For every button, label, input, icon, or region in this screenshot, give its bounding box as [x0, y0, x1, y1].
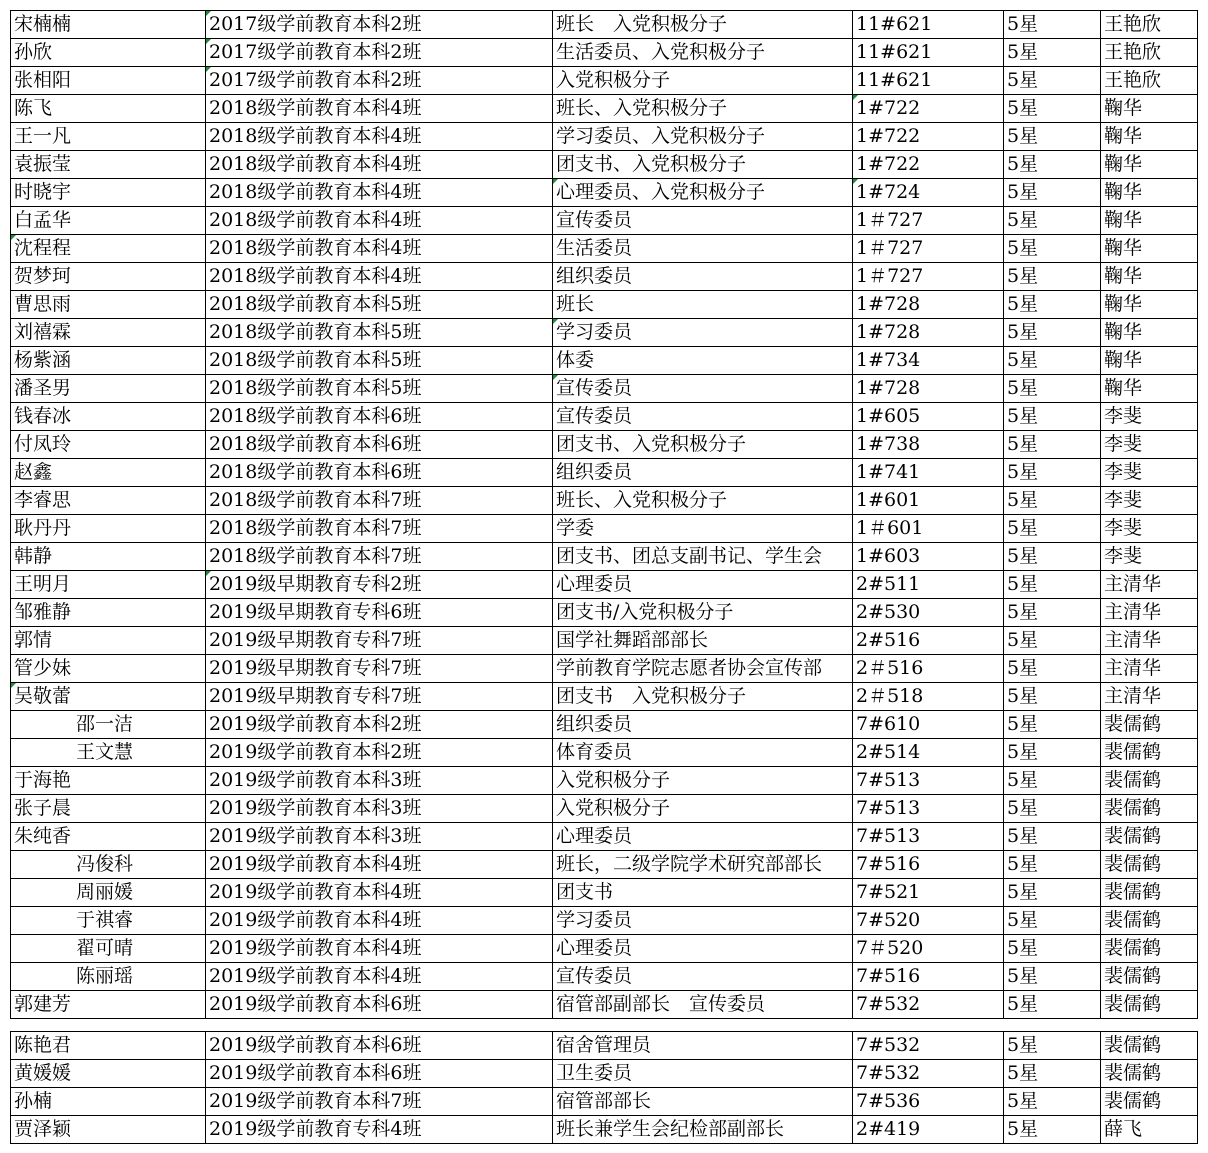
room-cell[interactable]: 7#610	[853, 711, 1004, 739]
room-cell[interactable]: 7#536	[853, 1088, 1004, 1116]
role-cell[interactable]: 组织委员	[553, 263, 853, 291]
room-cell[interactable]: 1＃727	[853, 207, 1004, 235]
role-cell[interactable]: 宿管部副部长 宣传委员	[553, 991, 853, 1019]
teacher-cell[interactable]: 主清华	[1101, 599, 1198, 627]
rating-cell[interactable]: 5星	[1004, 683, 1101, 711]
class-cell[interactable]: 2019级学前教育本科4班	[206, 935, 553, 963]
role-cell[interactable]: 学前教育学院志愿者协会宣传部	[553, 655, 853, 683]
class-cell[interactable]: 2019级学前教育本科3班	[206, 767, 553, 795]
table-row	[11, 739, 1198, 767]
spreadsheet-table	[10, 10, 1198, 1144]
spacer-row	[11, 1019, 1198, 1032]
rating-cell[interactable]: 5星	[1004, 375, 1101, 403]
role-cell[interactable]: 学委	[553, 515, 853, 543]
teacher-cell[interactable]: 主清华	[1101, 627, 1198, 655]
name-cell[interactable]: 吴敬蕾	[11, 683, 206, 711]
room-cell[interactable]: 1#722	[853, 95, 1004, 123]
role-cell[interactable]: 心理委员	[553, 823, 853, 851]
rating-cell[interactable]: 5星	[1004, 991, 1101, 1019]
role-cell[interactable]: 班长 入党积极分子	[553, 11, 853, 39]
rating-cell[interactable]: 5星	[1004, 739, 1101, 767]
class-cell[interactable]: 2019级学前教育本科2班	[206, 739, 553, 767]
room-cell[interactable]: 11#621	[853, 11, 1004, 39]
role-cell[interactable]: 宣传委员	[553, 963, 853, 991]
room-cell[interactable]: 2＃516	[853, 655, 1004, 683]
teacher-cell[interactable]: 薛飞	[1101, 1116, 1198, 1144]
class-cell[interactable]: 2018级学前教育本科4班	[206, 179, 553, 207]
rating-cell[interactable]: 5星	[1004, 487, 1101, 515]
name-cell[interactable]: 孙楠	[11, 1088, 206, 1116]
room-cell[interactable]: 7#513	[853, 823, 1004, 851]
room-cell[interactable]: 11#621	[853, 67, 1004, 95]
name-cell[interactable]: 朱纯香	[11, 823, 206, 851]
table-row	[11, 515, 1198, 543]
teacher-cell[interactable]: 鞠华	[1101, 123, 1198, 151]
class-cell[interactable]: 2018级学前教育本科5班	[206, 347, 553, 375]
role-cell[interactable]: 心理委员	[553, 571, 853, 599]
teacher-cell[interactable]: 裴儒鹤	[1101, 935, 1198, 963]
teacher-cell[interactable]: 裴儒鹤	[1101, 963, 1198, 991]
name-cell[interactable]: 沈程程	[11, 235, 206, 263]
class-cell[interactable]: 2019级学前教育本科2班	[206, 711, 553, 739]
class-cell[interactable]: 2019级学前教育本科3班	[206, 795, 553, 823]
role-cell[interactable]: 宣传委员	[553, 207, 853, 235]
room-cell[interactable]: 7#516	[853, 851, 1004, 879]
teacher-cell[interactable]: 裴儒鹤	[1101, 1032, 1198, 1060]
role-cell[interactable]: 国学社舞蹈部部长	[553, 627, 853, 655]
teacher-cell[interactable]: 裴儒鹤	[1101, 907, 1198, 935]
class-cell[interactable]: 2018级学前教育本科4班	[206, 151, 553, 179]
room-cell[interactable]: 1#734	[853, 347, 1004, 375]
name-cell[interactable]: 刘禧霖	[11, 319, 206, 347]
teacher-cell[interactable]: 裴儒鹤	[1101, 1088, 1198, 1116]
class-cell[interactable]: 2019级早期教育专科2班	[206, 571, 553, 599]
table-row	[11, 263, 1198, 291]
table-row	[11, 1032, 1198, 1060]
table-row	[11, 179, 1198, 207]
room-cell[interactable]: 7#532	[853, 1060, 1004, 1088]
room-cell[interactable]: 1#601	[853, 487, 1004, 515]
teacher-cell[interactable]: 李斐	[1101, 515, 1198, 543]
role-cell[interactable]: 组织委员	[553, 711, 853, 739]
class-cell[interactable]: 2019级早期教育专科7班	[206, 683, 553, 711]
teacher-cell[interactable]: 王艳欣	[1101, 11, 1198, 39]
table-row	[11, 991, 1198, 1019]
name-cell[interactable]: 潘圣男	[11, 375, 206, 403]
role-cell[interactable]: 班长，二级学院学术研究部部长	[553, 851, 853, 879]
class-cell[interactable]: 2019级学前教育本科6班	[206, 991, 553, 1019]
spacer-cell	[1101, 1019, 1198, 1032]
rating-cell[interactable]: 5星	[1004, 795, 1101, 823]
room-cell[interactable]: 1#603	[853, 543, 1004, 571]
rating-cell[interactable]: 5星	[1004, 459, 1101, 487]
spacer-cell	[11, 1019, 206, 1032]
room-cell[interactable]: 1#728	[853, 319, 1004, 347]
table-body	[11, 11, 1198, 1144]
teacher-cell[interactable]: 裴儒鹤	[1101, 711, 1198, 739]
role-cell[interactable]: 宿管部部长	[553, 1088, 853, 1116]
teacher-cell[interactable]: 李斐	[1101, 487, 1198, 515]
name-cell[interactable]: 付凤玲	[11, 431, 206, 459]
class-cell[interactable]: 2018级学前教育本科7班	[206, 515, 553, 543]
rating-cell[interactable]: 5星	[1004, 95, 1101, 123]
name-cell[interactable]: 钱春冰	[11, 403, 206, 431]
name-cell[interactable]: 白孟华	[11, 207, 206, 235]
room-cell[interactable]: 7#520	[853, 907, 1004, 935]
rating-cell[interactable]: 5星	[1004, 235, 1101, 263]
teacher-cell[interactable]: 鞠华	[1101, 319, 1198, 347]
role-cell[interactable]: 班长、入党积极分子	[553, 95, 853, 123]
table-row	[11, 571, 1198, 599]
teacher-cell[interactable]: 裴儒鹤	[1101, 1060, 1198, 1088]
teacher-cell[interactable]: 鞠华	[1101, 95, 1198, 123]
room-cell[interactable]: 2#530	[853, 599, 1004, 627]
class-cell[interactable]: 2019级早期教育专科7班	[206, 627, 553, 655]
table-row	[11, 151, 1198, 179]
rating-cell[interactable]: 5星	[1004, 123, 1101, 151]
room-cell[interactable]: 2＃518	[853, 683, 1004, 711]
teacher-cell[interactable]: 裴儒鹤	[1101, 879, 1198, 907]
teacher-cell[interactable]: 鞠华	[1101, 207, 1198, 235]
table-row	[11, 655, 1198, 683]
rating-cell[interactable]: 5星	[1004, 907, 1101, 935]
room-cell[interactable]: 1＃727	[853, 263, 1004, 291]
rating-cell[interactable]: 5星	[1004, 823, 1101, 851]
name-cell[interactable]: 张子晨	[11, 795, 206, 823]
name-cell[interactable]: 于祺睿	[11, 907, 206, 935]
room-cell[interactable]: 1#722	[853, 151, 1004, 179]
role-cell[interactable]: 团支书、入党积极分子	[553, 431, 853, 459]
class-cell[interactable]: 2019级早期教育专科6班	[206, 599, 553, 627]
room-cell[interactable]: 1＃601	[853, 515, 1004, 543]
role-cell[interactable]: 生活委员、入党积极分子	[553, 39, 853, 67]
table-row	[11, 431, 1198, 459]
class-cell[interactable]: 2018级学前教育本科7班	[206, 487, 553, 515]
room-cell[interactable]: 7＃520	[853, 935, 1004, 963]
name-cell[interactable]: 陈艳君	[11, 1032, 206, 1060]
rating-cell[interactable]: 5星	[1004, 151, 1101, 179]
rating-cell[interactable]: 5星	[1004, 1060, 1101, 1088]
class-cell[interactable]: 2018级学前教育本科6班	[206, 403, 553, 431]
name-cell[interactable]: 时晓宇	[11, 179, 206, 207]
role-cell[interactable]: 学习委员、入党积极分子	[553, 123, 853, 151]
name-cell[interactable]: 陈丽瑶	[11, 963, 206, 991]
rating-cell[interactable]: 5星	[1004, 879, 1101, 907]
rating-cell[interactable]: 5星	[1004, 1088, 1101, 1116]
role-cell[interactable]: 心理委员、入党积极分子	[553, 179, 853, 207]
table-row	[11, 543, 1198, 571]
role-cell[interactable]: 班长、入党积极分子	[553, 487, 853, 515]
rating-cell[interactable]: 5星	[1004, 851, 1101, 879]
table-row	[11, 11, 1198, 39]
name-cell[interactable]: 李睿思	[11, 487, 206, 515]
name-cell[interactable]: 宋楠楠	[11, 11, 206, 39]
teacher-cell[interactable]: 裴儒鹤	[1101, 739, 1198, 767]
name-cell[interactable]: 袁振莹	[11, 151, 206, 179]
role-cell[interactable]: 班长	[553, 291, 853, 319]
name-cell[interactable]: 郭建芳	[11, 991, 206, 1019]
rating-cell[interactable]: 5星	[1004, 291, 1101, 319]
name-cell[interactable]: 邹雅静	[11, 599, 206, 627]
room-cell[interactable]: 7#513	[853, 767, 1004, 795]
rating-cell[interactable]: 5星	[1004, 1032, 1101, 1060]
name-cell[interactable]: 王一凡	[11, 123, 206, 151]
role-cell[interactable]: 体委	[553, 347, 853, 375]
table-row	[11, 683, 1198, 711]
rating-cell[interactable]: 5星	[1004, 67, 1101, 95]
rating-cell[interactable]: 5星	[1004, 571, 1101, 599]
role-cell[interactable]: 团支书、团总支副书记、学生会	[553, 543, 853, 571]
rating-cell[interactable]: 5星	[1004, 179, 1101, 207]
class-cell[interactable]: 2019级学前教育本科7班	[206, 1088, 553, 1116]
role-cell[interactable]: 团支书 入党积极分子	[553, 683, 853, 711]
teacher-cell[interactable]: 裴儒鹤	[1101, 823, 1198, 851]
rating-cell[interactable]: 5星	[1004, 39, 1101, 67]
rating-cell[interactable]: 5星	[1004, 515, 1101, 543]
role-cell[interactable]: 学习委员	[553, 319, 853, 347]
role-cell[interactable]: 体育委员	[553, 739, 853, 767]
name-cell[interactable]: 赵鑫	[11, 459, 206, 487]
room-cell[interactable]: 1#741	[853, 459, 1004, 487]
room-cell[interactable]: 2#419	[853, 1116, 1004, 1144]
spacer-cell	[853, 1019, 1004, 1032]
table-row	[11, 627, 1198, 655]
class-cell[interactable]: 2017级学前教育本科2班	[206, 67, 553, 95]
class-cell[interactable]: 2019级学前教育本科3班	[206, 823, 553, 851]
room-cell[interactable]: 2#516	[853, 627, 1004, 655]
rating-cell[interactable]: 5星	[1004, 599, 1101, 627]
role-cell[interactable]: 团支书/入党积极分子	[553, 599, 853, 627]
class-cell[interactable]: 2017级学前教育本科2班	[206, 11, 553, 39]
role-cell[interactable]: 卫生委员	[553, 1060, 853, 1088]
teacher-cell[interactable]: 鞠华	[1101, 347, 1198, 375]
table-row	[11, 291, 1198, 319]
table-row	[11, 795, 1198, 823]
class-cell[interactable]: 2019级学前教育本科6班	[206, 1032, 553, 1060]
table-row	[11, 207, 1198, 235]
name-cell[interactable]: 王明月	[11, 571, 206, 599]
class-cell[interactable]: 2018级学前教育本科5班	[206, 291, 553, 319]
teacher-cell[interactable]: 主清华	[1101, 655, 1198, 683]
name-cell[interactable]: 翟可晴	[11, 935, 206, 963]
spacer-cell	[1004, 1019, 1101, 1032]
table-row	[11, 1116, 1198, 1144]
room-cell[interactable]: 2#511	[853, 571, 1004, 599]
rating-cell[interactable]: 5星	[1004, 655, 1101, 683]
name-cell[interactable]: 郭情	[11, 627, 206, 655]
class-cell[interactable]: 2019级学前教育本科4班	[206, 907, 553, 935]
table-row	[11, 347, 1198, 375]
role-cell[interactable]: 学习委员	[553, 907, 853, 935]
teacher-cell[interactable]: 鞠华	[1101, 235, 1198, 263]
rating-cell[interactable]: 5星	[1004, 319, 1101, 347]
name-cell[interactable]: 杨紫涵	[11, 347, 206, 375]
role-cell[interactable]: 宿舍管理员	[553, 1032, 853, 1060]
rating-cell[interactable]: 5星	[1004, 347, 1101, 375]
table-row	[11, 711, 1198, 739]
rating-cell[interactable]: 5星	[1004, 711, 1101, 739]
room-cell[interactable]: 7#532	[853, 1032, 1004, 1060]
table-row	[11, 767, 1198, 795]
name-cell[interactable]: 管少妹	[11, 655, 206, 683]
teacher-cell[interactable]: 裴儒鹤	[1101, 991, 1198, 1019]
rating-cell[interactable]: 5星	[1004, 767, 1101, 795]
table-row	[11, 851, 1198, 879]
class-cell[interactable]: 2019级学前教育本科4班	[206, 879, 553, 907]
name-cell[interactable]: 黄媛媛	[11, 1060, 206, 1088]
teacher-cell[interactable]: 王艳欣	[1101, 39, 1198, 67]
class-cell[interactable]: 2017级学前教育本科2班	[206, 39, 553, 67]
role-cell[interactable]: 团支书	[553, 879, 853, 907]
room-cell[interactable]: 1#728	[853, 291, 1004, 319]
class-cell[interactable]: 2018级学前教育本科4班	[206, 235, 553, 263]
teacher-cell[interactable]: 李斐	[1101, 459, 1198, 487]
room-cell[interactable]: 1#738	[853, 431, 1004, 459]
class-cell[interactable]: 2019级学前教育本科4班	[206, 963, 553, 991]
table-row	[11, 39, 1198, 67]
room-cell[interactable]: 7#521	[853, 879, 1004, 907]
table-row	[11, 403, 1198, 431]
table-row	[11, 907, 1198, 935]
room-cell[interactable]: 2#514	[853, 739, 1004, 767]
room-cell[interactable]: 1＃727	[853, 235, 1004, 263]
room-cell[interactable]: 7#513	[853, 795, 1004, 823]
name-cell[interactable]: 耿丹丹	[11, 515, 206, 543]
class-cell[interactable]: 2019级学前教育本科4班	[206, 851, 553, 879]
name-cell[interactable]: 陈飞	[11, 95, 206, 123]
name-cell[interactable]: 曹思雨	[11, 291, 206, 319]
teacher-cell[interactable]: 裴儒鹤	[1101, 795, 1198, 823]
table-row	[11, 375, 1198, 403]
spacer-cell	[553, 1019, 853, 1032]
class-cell[interactable]: 2018级学前教育本科4班	[206, 207, 553, 235]
rating-cell[interactable]: 5星	[1004, 1116, 1101, 1144]
role-cell[interactable]: 入党积极分子	[553, 767, 853, 795]
class-cell[interactable]: 2019级学前教育本科6班	[206, 1060, 553, 1088]
rating-cell[interactable]: 5星	[1004, 543, 1101, 571]
teacher-cell[interactable]: 裴儒鹤	[1101, 851, 1198, 879]
teacher-cell[interactable]: 鞠华	[1101, 375, 1198, 403]
teacher-cell[interactable]: 鞠华	[1101, 263, 1198, 291]
class-cell[interactable]: 2018级学前教育本科4班	[206, 95, 553, 123]
table-row	[11, 1088, 1198, 1116]
teacher-cell[interactable]: 主清华	[1101, 683, 1198, 711]
rating-cell[interactable]: 5星	[1004, 403, 1101, 431]
name-cell[interactable]: 孙欣	[11, 39, 206, 67]
class-cell[interactable]: 2018级学前教育本科7班	[206, 543, 553, 571]
role-cell[interactable]: 班长兼学生会纪检部副部长	[553, 1116, 853, 1144]
class-cell[interactable]: 2018级学前教育本科4班	[206, 123, 553, 151]
teacher-cell[interactable]: 鞠华	[1101, 179, 1198, 207]
teacher-cell[interactable]: 李斐	[1101, 543, 1198, 571]
table-row	[11, 67, 1198, 95]
table-row	[11, 599, 1198, 627]
name-cell[interactable]: 于海艳	[11, 767, 206, 795]
room-cell[interactable]: 7#516	[853, 963, 1004, 991]
table-row	[11, 963, 1198, 991]
name-cell[interactable]: 张相阳	[11, 67, 206, 95]
teacher-cell[interactable]: 鞠华	[1101, 291, 1198, 319]
name-cell[interactable]: 贾泽颖	[11, 1116, 206, 1144]
class-cell[interactable]: 2018级学前教育本科6班	[206, 431, 553, 459]
table-row	[11, 123, 1198, 151]
rating-cell[interactable]: 5星	[1004, 207, 1101, 235]
room-cell[interactable]: 11#621	[853, 39, 1004, 67]
role-cell[interactable]: 宣传委员	[553, 403, 853, 431]
class-cell[interactable]: 2019级学前教育专科4班	[206, 1116, 553, 1144]
table-row	[11, 487, 1198, 515]
name-cell[interactable]: 冯俊科	[11, 851, 206, 879]
teacher-cell[interactable]: 王艳欣	[1101, 67, 1198, 95]
room-cell[interactable]: 1#605	[853, 403, 1004, 431]
table-row	[11, 319, 1198, 347]
teacher-cell[interactable]: 李斐	[1101, 431, 1198, 459]
role-cell[interactable]: 组织委员	[553, 459, 853, 487]
rating-cell[interactable]: 5星	[1004, 11, 1101, 39]
teacher-cell[interactable]: 主清华	[1101, 571, 1198, 599]
name-cell[interactable]: 贺梦珂	[11, 263, 206, 291]
name-cell[interactable]: 周丽媛	[11, 879, 206, 907]
room-cell[interactable]: 1#728	[853, 375, 1004, 403]
class-cell[interactable]: 2018级学前教育本科6班	[206, 459, 553, 487]
table-row	[11, 935, 1198, 963]
class-cell[interactable]: 2019级早期教育专科7班	[206, 655, 553, 683]
role-cell[interactable]: 心理委员	[553, 935, 853, 963]
room-cell[interactable]: 1#722	[853, 123, 1004, 151]
room-cell[interactable]: 7#532	[853, 991, 1004, 1019]
rating-cell[interactable]: 5星	[1004, 935, 1101, 963]
table-row	[11, 95, 1198, 123]
name-cell[interactable]: 韩静	[11, 543, 206, 571]
role-cell[interactable]: 宣传委员	[553, 375, 853, 403]
class-cell[interactable]: 2018级学前教育本科5班	[206, 319, 553, 347]
role-cell[interactable]: 入党积极分子	[553, 795, 853, 823]
role-cell[interactable]: 入党积极分子	[553, 67, 853, 95]
table-row	[11, 1060, 1198, 1088]
role-cell[interactable]: 团支书、入党积极分子	[553, 151, 853, 179]
room-cell[interactable]: 1#724	[853, 179, 1004, 207]
role-cell[interactable]: 生活委员	[553, 235, 853, 263]
teacher-cell[interactable]: 鞠华	[1101, 151, 1198, 179]
rating-cell[interactable]: 5星	[1004, 431, 1101, 459]
rating-cell[interactable]: 5星	[1004, 627, 1101, 655]
class-cell[interactable]: 2018级学前教育本科5班	[206, 375, 553, 403]
teacher-cell[interactable]: 裴儒鹤	[1101, 767, 1198, 795]
spacer-cell	[206, 1019, 553, 1032]
class-cell[interactable]: 2018级学前教育本科4班	[206, 263, 553, 291]
rating-cell[interactable]: 5星	[1004, 263, 1101, 291]
name-cell[interactable]: 王文慧	[11, 739, 206, 767]
table-row	[11, 459, 1198, 487]
teacher-cell[interactable]: 李斐	[1101, 403, 1198, 431]
table-row	[11, 235, 1198, 263]
rating-cell[interactable]: 5星	[1004, 963, 1101, 991]
name-cell[interactable]: 邵一洁	[11, 711, 206, 739]
table-row	[11, 879, 1198, 907]
table-row	[11, 823, 1198, 851]
